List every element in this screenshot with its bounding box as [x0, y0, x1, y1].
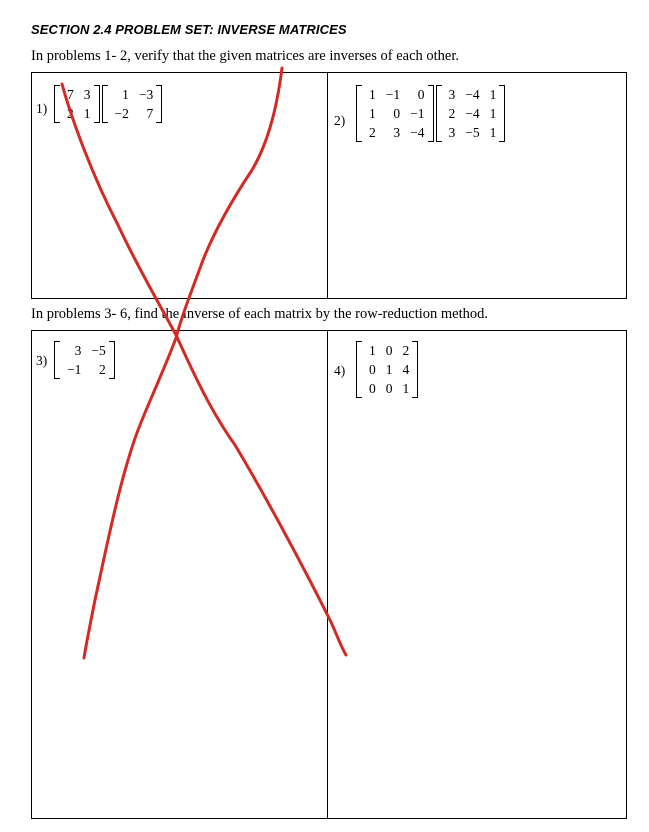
- matrix-entry: 2: [99, 362, 106, 377]
- matrix-entry: 1: [385, 362, 393, 377]
- matrix-entry: −5: [465, 125, 480, 140]
- matrix-entry: 3: [448, 125, 456, 140]
- matrix-entry: −4: [465, 87, 480, 102]
- matrix-entry: −1: [67, 362, 82, 377]
- matrix-entry: 0: [385, 381, 393, 396]
- matrix-entry: 1: [122, 87, 129, 102]
- matrix-entry: 7: [146, 106, 154, 121]
- matrix-entry: 2: [67, 106, 74, 121]
- matrix-entry: 0: [393, 106, 401, 121]
- matrix-entry: 1: [489, 87, 497, 102]
- matrix-entry: 7: [67, 87, 74, 102]
- matrix-entry: 1: [402, 381, 410, 396]
- matrix-entry: 1: [369, 87, 376, 102]
- cross-stroke-right-to-left: [84, 68, 282, 658]
- matrix-entry: 1: [489, 125, 497, 140]
- matrix-entry: 3: [393, 125, 401, 140]
- matrix-entry: −5: [91, 343, 106, 358]
- matrix-entry: 3: [83, 87, 91, 102]
- matrix-entry: 0: [385, 343, 393, 358]
- problem-2-label: 2): [334, 113, 346, 128]
- instructions-1-2: In problems 1- 2, verify that the given matrices are inverses of each other.: [31, 48, 459, 64]
- matrix-entry: 0: [417, 87, 425, 102]
- matrix-entry: −4: [410, 125, 425, 140]
- matrix-entry: 1: [83, 106, 91, 121]
- instructions-3-6: In problems 3- 6, find the inverse of each matrix by the row-reduction method.: [31, 306, 489, 322]
- matrix-entry: 2: [402, 343, 410, 358]
- matrix-entry: 2: [448, 106, 456, 121]
- problem-1-label: 1): [36, 101, 48, 116]
- matrix-entry: 2: [369, 125, 376, 140]
- matrix-entry: 1: [369, 106, 376, 121]
- matrix-entry: 0: [369, 381, 376, 396]
- matrix-entry: 1: [489, 106, 497, 121]
- matrix-entry: 1: [369, 343, 376, 358]
- cross-stroke-left-to-right: [62, 84, 346, 655]
- page-title: SECTION 2.4 PROBLEM SET: INVERSE MATRICES: [31, 22, 347, 37]
- problem-3-label: 3): [36, 353, 48, 368]
- matrix-entry: −3: [138, 87, 154, 102]
- matrix-entry: 3: [74, 343, 82, 358]
- problem-4-label: 4): [334, 363, 346, 378]
- matrix-entry: 3: [448, 87, 456, 102]
- matrix-entry: −1: [385, 87, 401, 102]
- matrix-entry: 0: [369, 362, 376, 377]
- matrix-entry: −4: [465, 106, 480, 121]
- matrix-entry: −1: [410, 106, 425, 121]
- matrix-entry: 4: [402, 362, 410, 377]
- matrix-entry: −2: [114, 106, 129, 121]
